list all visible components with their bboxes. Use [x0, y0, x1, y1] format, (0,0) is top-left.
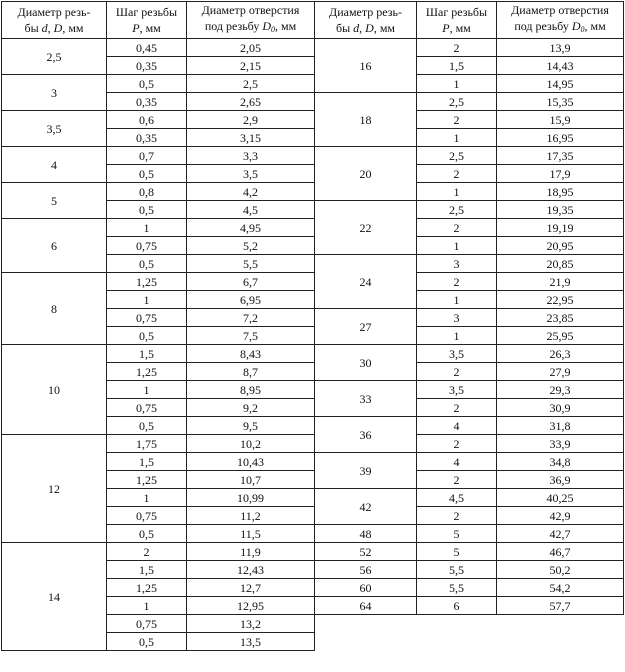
table-row: [2, 273, 315, 291]
hole-diameter-cell: 34,8: [497, 453, 624, 471]
thread-pitch-cell: 5: [417, 525, 497, 543]
hole-diameter-header: [497, 2, 624, 39]
hole-diameter-cell: 31,8: [497, 417, 624, 435]
thread-diameter-cell: 8: [2, 273, 107, 345]
thread-pitch-cell: 2: [417, 471, 497, 489]
thread-pitch-cell: 1: [417, 129, 497, 147]
table-row: [2, 111, 315, 129]
thread-diameter-cell: 52: [315, 543, 417, 561]
header-text-part: , мм: [139, 21, 161, 35]
thread-pitch-header: [417, 2, 497, 39]
thread-pitch-cell: 0,5: [107, 327, 187, 345]
table-row: [2, 345, 315, 363]
thread-pitch-cell: 1,25: [107, 273, 187, 291]
header-symbol: d: [353, 21, 360, 35]
hole-diameter-cell: 30,9: [497, 399, 624, 417]
table-row: [315, 93, 624, 111]
hole-diameter-cell: 4,5: [187, 201, 315, 219]
thread-pitch-cell: 1,75: [107, 435, 187, 453]
header-text: [187, 18, 314, 38]
hole-diameter-cell: 2,65: [187, 93, 315, 111]
thread-pitch-cell: 0,5: [107, 201, 187, 219]
thread-pitch-cell: 1,5: [417, 57, 497, 75]
thread-pitch-cell: 5,5: [417, 579, 497, 597]
thread-pitch-cell: 0,35: [107, 57, 187, 75]
hole-diameter-cell: 42,7: [497, 525, 624, 543]
header-symbol: d: [41, 21, 48, 35]
thread-pitch-cell: 0,6: [107, 111, 187, 129]
table-row: [315, 345, 624, 363]
thread-diameter-cell: 5: [2, 183, 107, 219]
table-row: [2, 147, 315, 165]
header-text: Шаг резьбы: [115, 5, 178, 19]
thread-pitch-cell: 2,5: [417, 147, 497, 165]
thread-pitch-cell: 1,5: [107, 345, 187, 363]
hole-diameter-cell: 12,7: [187, 579, 315, 597]
hole-diameter-cell: 7,5: [187, 327, 315, 345]
hole-diameter-cell: 8,7: [187, 363, 315, 381]
thread-table-left: [1, 1, 315, 651]
thread-pitch-cell: 6: [417, 597, 497, 615]
thread-pitch-cell: 5,5: [417, 561, 497, 579]
header-symbol: P: [132, 21, 140, 35]
header-text-part: , мм: [373, 21, 396, 35]
table-row: [2, 219, 315, 237]
hole-diameter-cell: 2,05: [187, 39, 315, 57]
hole-diameter-cell: 6,95: [187, 291, 315, 309]
thread-pitch-cell: 2: [417, 273, 497, 291]
hole-diameter-cell: 7,2: [187, 309, 315, 327]
header-symbol: P: [442, 21, 450, 35]
table-row: [2, 183, 315, 201]
hole-diameter-cell: 54,2: [497, 579, 624, 597]
header-row: [315, 2, 624, 39]
thread-pitch-cell: 3,5: [417, 345, 497, 363]
hole-diameter-cell: 57,7: [497, 597, 624, 615]
header-text-part: бы: [335, 21, 354, 35]
hole-diameter-cell: 2,9: [187, 111, 315, 129]
thread-pitch-cell: 0,5: [107, 255, 187, 273]
thread-diameter-cell: 33: [315, 381, 417, 417]
header-text: Диаметр резь-: [17, 5, 91, 19]
hole-diameter-cell: 25,95: [497, 327, 624, 345]
hole-diameter-cell: 20,95: [497, 237, 624, 255]
thread-pitch-cell: 2: [417, 507, 497, 525]
table-row: [315, 579, 624, 597]
header-text: Шаг резьбы: [425, 5, 488, 19]
header-text-part: ,: [47, 21, 54, 35]
hole-diameter-cell: 10,2: [187, 435, 315, 453]
thread-pitch-cell: 2: [417, 165, 497, 183]
hole-diameter-cell: 9,5: [187, 417, 315, 435]
table-row: [315, 561, 624, 579]
thread-pitch-cell: 0,45: [107, 39, 187, 57]
hole-diameter-cell: 11,2: [187, 507, 315, 525]
table-row: [315, 255, 624, 273]
thread-diameter-cell: 56: [315, 561, 417, 579]
header-text: [315, 20, 416, 36]
thread-pitch-cell: 2: [417, 435, 497, 453]
thread-pitch-cell: 4: [417, 453, 497, 471]
hole-diameter-cell: 46,7: [497, 543, 624, 561]
thread-diameter-cell: 22: [315, 201, 417, 255]
thread-pitch-cell: 0,7: [107, 147, 187, 165]
thread-pitch-cell: 1: [107, 489, 187, 507]
hole-diameter-cell: 3,5: [187, 165, 315, 183]
thread-pitch-cell: 0,5: [107, 417, 187, 435]
header-text: [417, 20, 496, 36]
table-row: [2, 543, 315, 561]
header-text-part: под резьбу: [204, 19, 263, 33]
header-symbol: $D_0$: [262, 19, 275, 34]
hole-diameter-cell: 8,43: [187, 345, 315, 363]
header-text-part: бы: [24, 21, 42, 35]
thread-pitch-cell: 2: [417, 39, 497, 57]
thread-pitch-cell: 2,5: [417, 93, 497, 111]
hole-diameter-cell: 2,5: [187, 75, 315, 93]
thread-table-right: [314, 1, 624, 615]
table-row: [2, 75, 315, 93]
thread-pitch-cell: 2: [107, 543, 187, 561]
thread-pitch-cell: 4: [417, 417, 497, 435]
thread-diameter-header: [315, 2, 417, 39]
hole-diameter-cell: 27,9: [497, 363, 624, 381]
thread-pitch-cell: 4,5: [417, 489, 497, 507]
thread-pitch-cell: 0,5: [107, 525, 187, 543]
thread-diameter-cell: 64: [315, 597, 417, 615]
table-row: [315, 597, 624, 615]
thread-pitch-cell: 1: [417, 75, 497, 93]
hole-diameter-cell: 21,9: [497, 273, 624, 291]
hole-diameter-cell: 19,19: [497, 219, 624, 237]
hole-diameter-cell: 22,95: [497, 291, 624, 309]
table-row: [315, 543, 624, 561]
hole-diameter-cell: 33,9: [497, 435, 624, 453]
thread-diameter-cell: 18: [315, 93, 417, 147]
hole-diameter-cell: 15,35: [497, 93, 624, 111]
thread-pitch-cell: 1: [107, 219, 187, 237]
thread-diameter-cell: 48: [315, 525, 417, 543]
table-row: [315, 489, 624, 507]
thread-pitch-cell: 1,25: [107, 579, 187, 597]
hole-diameter-cell: 15,9: [497, 111, 624, 129]
header-symbol: D: [53, 21, 63, 35]
hole-diameter-cell: 23,85: [497, 309, 624, 327]
hole-diameter-cell: 50,2: [497, 561, 624, 579]
thread-pitch-cell: 2: [417, 111, 497, 129]
hole-diameter-cell: 17,9: [497, 165, 624, 183]
thread-pitch-cell: 0,5: [107, 75, 187, 93]
header-text: Диаметр резь-: [329, 5, 402, 19]
hole-diameter-cell: 17,35: [497, 147, 624, 165]
thread-diameter-cell: 3,5: [2, 111, 107, 147]
thread-pitch-cell: 1: [107, 291, 187, 309]
hole-diameter-header: [187, 2, 315, 39]
hole-diameter-cell: 13,5: [187, 633, 315, 651]
thread-diameter-cell: 3: [2, 75, 107, 111]
hole-diameter-cell: 9,2: [187, 399, 315, 417]
thread-pitch-header: [107, 2, 187, 39]
hole-diameter-cell: 4,95: [187, 219, 315, 237]
thread-diameter-cell: 39: [315, 453, 417, 489]
thread-diameter-cell: 20: [315, 147, 417, 201]
hole-diameter-cell: 5,5: [187, 255, 315, 273]
thread-diameter-cell: 6: [2, 219, 107, 273]
hole-diameter-cell: 36,9: [497, 471, 624, 489]
thread-pitch-cell: 0,5: [107, 633, 187, 651]
thread-pitch-cell: 0,35: [107, 93, 187, 111]
table-row: [315, 147, 624, 165]
thread-pitch-cell: 0,75: [107, 399, 187, 417]
thread-pitch-cell: 1,5: [107, 561, 187, 579]
thread-pitch-cell: 2,5: [417, 201, 497, 219]
thread-pitch-cell: 0,5: [107, 165, 187, 183]
table-row: [2, 435, 315, 453]
thread-pitch-cell: 3: [417, 255, 497, 273]
table-row: [315, 525, 624, 543]
thread-diameter-cell: 2,5: [2, 39, 107, 75]
thread-pitch-cell: 0,75: [107, 237, 187, 255]
thread-diameter-cell: 16: [315, 39, 417, 93]
thread-diameter-cell: 42: [315, 489, 417, 525]
header-text: Диаметр отверстия: [201, 3, 300, 17]
hole-diameter-cell: 10,99: [187, 489, 315, 507]
thread-pitch-cell: 0,8: [107, 183, 187, 201]
header-text-part: ,: [359, 21, 366, 35]
hole-diameter-cell: 6,7: [187, 273, 315, 291]
thread-pitch-cell: 3,5: [417, 381, 497, 399]
hole-diameter-cell: 2,15: [187, 57, 315, 75]
thread-pitch-cell: 1,25: [107, 471, 187, 489]
table-row: [2, 39, 315, 57]
header-symbol: D: [365, 21, 374, 35]
hole-diameter-cell: 11,9: [187, 543, 315, 561]
header-row: [2, 2, 315, 39]
thread-pitch-cell: 0,75: [107, 309, 187, 327]
header-text: Диаметр отверстия: [511, 3, 609, 17]
header-text: [107, 20, 186, 36]
thread-pitch-cell: 1: [107, 381, 187, 399]
hole-diameter-cell: 40,25: [497, 489, 624, 507]
thread-diameter-cell: 10: [2, 345, 107, 435]
hole-diameter-cell: 13,2: [187, 615, 315, 633]
thread-pitch-cell: 1: [417, 183, 497, 201]
header-text-part: , мм: [275, 19, 297, 33]
header-text: [2, 20, 106, 36]
thread-pitch-cell: 1: [417, 327, 497, 345]
hole-diameter-cell: 26,3: [497, 345, 624, 363]
header-text: [497, 18, 623, 38]
hole-diameter-cell: 11,5: [187, 525, 315, 543]
hole-diameter-cell: 12,95: [187, 597, 315, 615]
hole-diameter-cell: 3,15: [187, 129, 315, 147]
thread-diameter-cell: 36: [315, 417, 417, 453]
thread-pitch-cell: 2: [417, 363, 497, 381]
header-text-part: , мм: [584, 19, 606, 33]
thread-pitch-cell: 1,25: [107, 363, 187, 381]
thread-pitch-cell: 2: [417, 399, 497, 417]
hole-diameter-cell: 14,95: [497, 75, 624, 93]
thread-pitch-cell: 2: [417, 219, 497, 237]
header-symbol: $D_0$: [571, 19, 585, 34]
header-text-part: , мм: [62, 21, 84, 35]
hole-diameter-cell: 4,2: [187, 183, 315, 201]
thread-pitch-cell: 3: [417, 309, 497, 327]
thread-diameter-cell: 60: [315, 579, 417, 597]
hole-diameter-cell: 13,9: [497, 39, 624, 57]
hole-diameter-cell: 20,85: [497, 255, 624, 273]
table-row: [315, 201, 624, 219]
thread-pitch-cell: 0,75: [107, 615, 187, 633]
hole-diameter-cell: 10,43: [187, 453, 315, 471]
thread-diameter-cell: 4: [2, 147, 107, 183]
thread-diameter-cell: 14: [2, 543, 107, 651]
thread-diameter-cell: 27: [315, 309, 417, 345]
thread-diameter-header: [2, 2, 107, 39]
thread-pitch-cell: 1: [107, 597, 187, 615]
table-row: [315, 309, 624, 327]
table-row: [315, 381, 624, 399]
header-text-part: под резьбу: [514, 19, 572, 33]
table-row: [315, 453, 624, 471]
thread-diameter-cell: 24: [315, 255, 417, 309]
thread-diameter-cell: 12: [2, 435, 107, 543]
table-row: [315, 417, 624, 435]
hole-diameter-cell: 18,95: [497, 183, 624, 201]
hole-diameter-cell: 42,9: [497, 507, 624, 525]
hole-diameter-cell: 12,43: [187, 561, 315, 579]
thread-pitch-cell: 0,75: [107, 507, 187, 525]
thread-pitch-cell: 0,35: [107, 129, 187, 147]
hole-diameter-cell: 10,7: [187, 471, 315, 489]
table-row: [315, 39, 624, 57]
hole-diameter-cell: 3,3: [187, 147, 315, 165]
header-text-part: , мм: [449, 21, 471, 35]
hole-diameter-cell: 16,95: [497, 129, 624, 147]
thread-pitch-cell: 1: [417, 291, 497, 309]
thread-pitch-cell: 1: [417, 237, 497, 255]
thread-pitch-cell: 5: [417, 543, 497, 561]
hole-diameter-cell: 29,3: [497, 381, 624, 399]
hole-diameter-cell: 8,95: [187, 381, 315, 399]
thread-diameter-cell: 30: [315, 345, 417, 381]
hole-diameter-cell: 5,2: [187, 237, 315, 255]
hole-diameter-cell: 19,35: [497, 201, 624, 219]
hole-diameter-cell: 14,43: [497, 57, 624, 75]
thread-pitch-cell: 1,5: [107, 453, 187, 471]
